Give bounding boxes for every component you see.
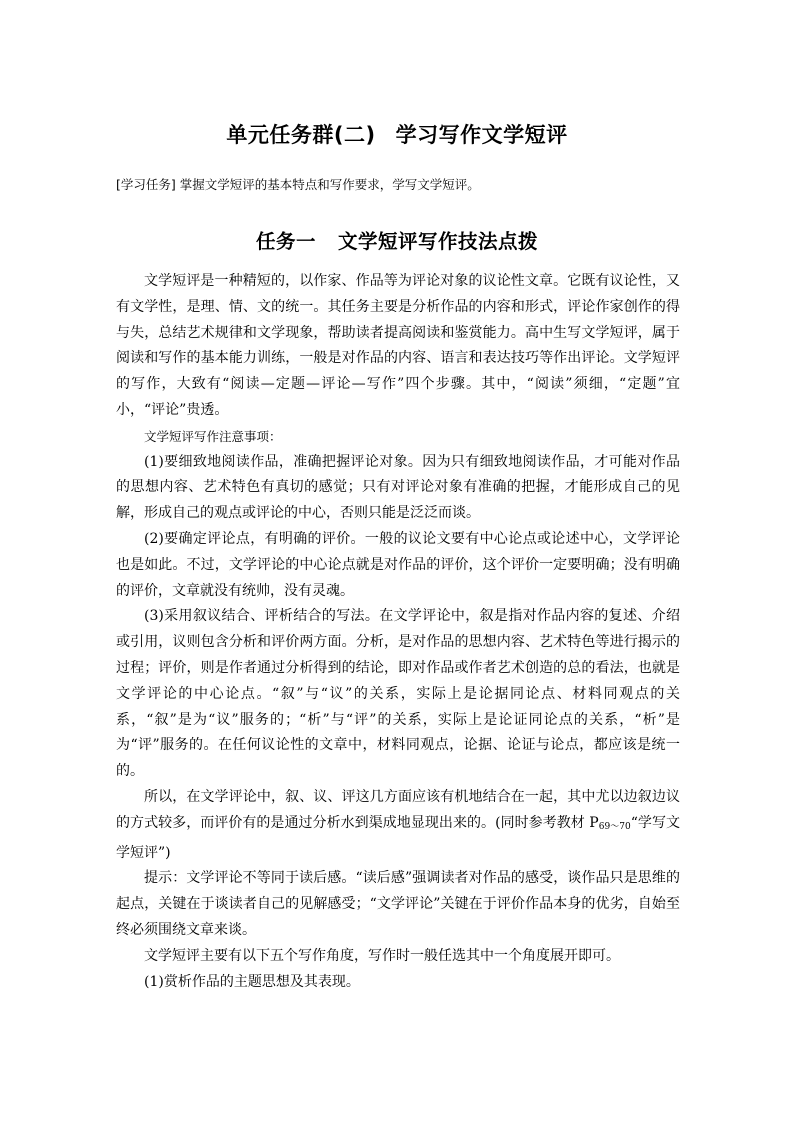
page-title	[0, 119, 794, 149]
section-heading	[0, 226, 794, 254]
angles-intro-paragraph: 文学短评主要有以下五个写作角度，写作时一般任选其中一个角度展开即可。	[144, 947, 620, 964]
learning-task-line	[116, 175, 480, 193]
learning-task-tag: [学习任务]	[116, 177, 176, 192]
title-part-1: 单元任务群(二)	[226, 123, 376, 147]
textbook-reference: “学写文学短评”)	[116, 814, 680, 861]
section-heading-text: 文学短评写作技法点拨	[338, 230, 539, 253]
summary-paragraph	[116, 785, 680, 866]
section-heading-number: 任务一	[255, 230, 316, 253]
page-range: 69～70	[598, 821, 631, 832]
angle-item-1: (1)赏析作品的主题思想及其表现。	[144, 973, 360, 990]
note-item-1: (1)要细致地阅读作品，准确把握评论对象。因为只有细致地阅读作品，才可能对作品的思想内容、艺术特色有真切的感觉；只有对评论对象有准确的把握，才能形成自己的见解，形成自己的观点或评论的中心，否则只能是泛泛而谈。	[116, 453, 680, 522]
notes-heading: 文学短评写作注意事项：	[144, 428, 282, 444]
note-item-2: (2)要确定评论点，有明确的评价。一般的议论文要有中心论点或论述中心，文学评论也是如此。不过，文学评论的中心论点就是对作品的评价，这个评价一定要明确；没有明确的评价，文章就没有统帅，没有灵魂。	[116, 530, 680, 599]
summary-text: 所以，在文学评论中，叙、议、评这几方面应该有机地结合在一起，其中尤以边叙边议的方式较多，而评价有的是通过分析水到渠成地显现出来的。(同时参考教材 P	[116, 788, 680, 831]
learning-task-text: 掌握文学短评的基本特点和写作要求，学写文学短评。	[179, 177, 480, 192]
tip-paragraph: 提示：文学评论不等同于读后感。“读后感”强调读者对作品的感受，谈作品只是思维的起点，关键在于谈读者自己的见解感受；“文学评论”关键在于评价作品本身的优劣，自始至终必须围绕文章来谈。	[116, 870, 680, 938]
note-item-3: (3)采用叙议结合、评析结合的写法。在文学评论中，叙是指对作品内容的复述、介绍或引用，议则包含分析和评价两方面。分析，是对作品的思想内容、艺术特色等进行揭示的过程；评价，则是作者通过分析得到的结论，即对作品或作者艺术创造的总的看法，也就是文学评论的中心论点。“叙”与“议”的关系，实际上是论据同论点、材料同观点的关系，“叙”是为“议”服务的；“析”与“评”的关系，实际上是论证同论点的关系，“析”是为“评”服务的。在任何议论性的文章中，材料同观点，论据、论证与论点，都应该是统一的。	[116, 608, 680, 780]
title-part-2: 学习写作文学短评	[395, 123, 568, 147]
intro-paragraph: 文学短评是一种精短的，以作家、作品等为评论对象的议论性文章。它既有议论性，又有文学性，是理、情、文的统一。其任务主要是分析作品的内容和形式，评论作家创作的得与失，总结艺术规律和文学现象，帮助读者提高阅读和鉴赏能力。高中生写文学短评，属于阅读和写作的基本能力训练，一般是对作品的内容、语言和表达技巧等作出评论。文学短评的写作，大致有“阅读—定题—评论—写作”四个步骤。其中，“阅读”须细，“定题”宜小，“评论”贵透。	[116, 273, 680, 418]
body-text	[116, 269, 680, 995]
